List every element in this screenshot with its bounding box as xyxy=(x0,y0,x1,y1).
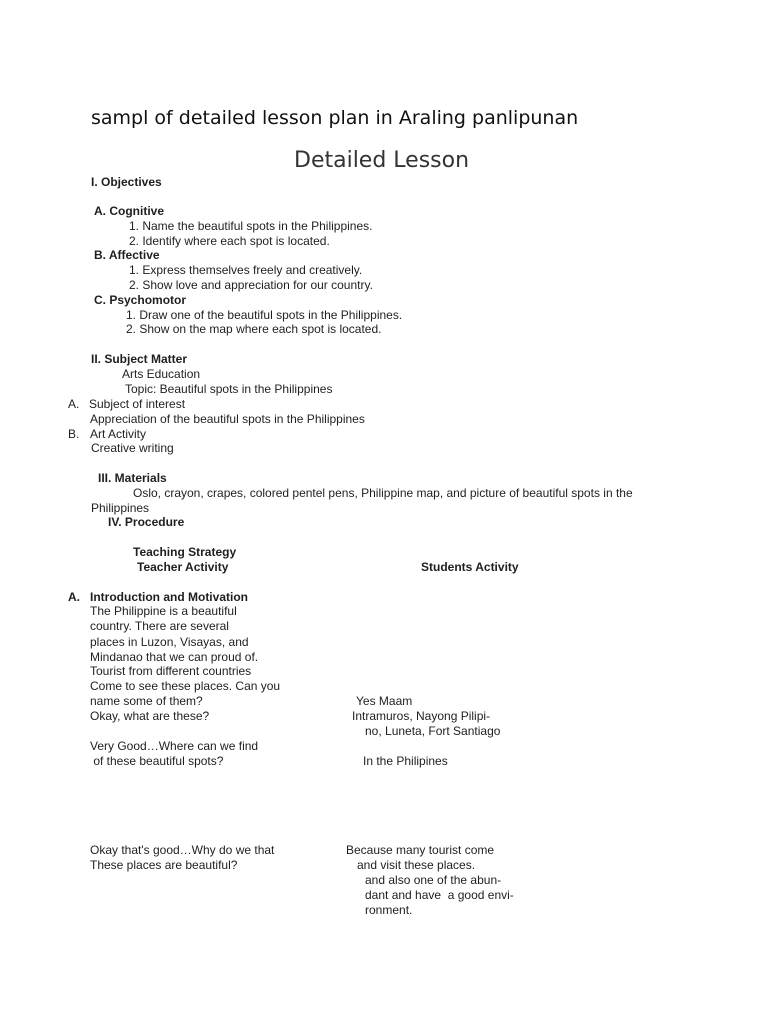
student-line: Yes Maam xyxy=(356,694,413,708)
teacher-line: name some of them? xyxy=(90,694,203,708)
materials-text: Philippines xyxy=(91,501,150,515)
objectives-heading: I. Objectives xyxy=(91,175,162,189)
student-line: and also one of the abun- xyxy=(365,873,502,887)
topic-text: Topic: Beautiful spots in the Philippines xyxy=(125,382,333,396)
psychomotor-item: 1. Draw one of the beautiful spots in the Philippines. xyxy=(126,308,403,322)
teacher-line: country. There are several xyxy=(90,619,229,633)
cognitive-item: 2. Identify where each spot is located. xyxy=(129,234,330,248)
subject-of-interest-label: Subject of interest xyxy=(89,397,186,411)
doc-title: Detailed Lesson xyxy=(294,148,470,173)
subject-text: Arts Education xyxy=(122,367,201,381)
affective-item: 2. Show love and appreciation for our country. xyxy=(129,278,373,292)
psychomotor-label: C. Psychomotor xyxy=(94,293,187,307)
teacher-line: Come to see these places. Can you xyxy=(90,679,281,693)
student-line: In the Philipines xyxy=(363,754,448,768)
student-line: Because many tourist come xyxy=(346,843,495,857)
page-heading: sampl of detailed lesson plan in Araling panlipunan xyxy=(91,107,579,129)
art-activity-value: Creative writing xyxy=(91,441,174,455)
teacher-line: Okay, what are these? xyxy=(90,709,210,723)
teacher-line: Okay that's good…Why do we that xyxy=(90,843,275,857)
teacher-line: of these beautiful spots? xyxy=(90,754,224,768)
teacher-activity-column-header: Teacher Activity xyxy=(137,560,229,574)
introduction-motivation-heading: Introduction and Motivation xyxy=(90,590,248,604)
cognitive-item: 1. Name the beautiful spots in the Philippines. xyxy=(129,219,373,233)
list-marker: A. xyxy=(68,397,80,411)
teacher-line: These places are beautiful? xyxy=(90,858,238,872)
materials-heading: III. Materials xyxy=(98,471,167,485)
subject-matter-heading: II. Subject Matter xyxy=(91,352,188,366)
student-line: no, Luneta, Fort Santiago xyxy=(365,724,501,738)
student-line: dant and have a good envi- xyxy=(365,888,514,902)
materials-text: Oslo, crayon, crapes, colored pentel pens, Philippine map, and picture of beautiful spots in the xyxy=(133,486,633,500)
affective-item: 1. Express themselves freely and creatively. xyxy=(129,263,363,277)
teaching-strategy-heading: Teaching Strategy xyxy=(133,545,237,559)
subject-of-interest-value: Appreciation of the beautiful spots in the Philippines xyxy=(90,412,365,426)
student-line: ronment. xyxy=(365,903,413,917)
teacher-line: places in Luzon, Visayas, and xyxy=(90,635,249,649)
art-activity-label: Art Activity xyxy=(90,427,147,441)
teacher-line: The Philippine is a beautiful xyxy=(90,604,237,618)
procedure-heading: IV. Procedure xyxy=(108,515,185,529)
teacher-line: Tourist from different countries xyxy=(90,664,252,678)
student-line: Intramuros, Nayong Pilipi- xyxy=(352,709,491,723)
teacher-line: Mindanao that we can proud of. xyxy=(90,650,259,664)
affective-label: B. Affective xyxy=(94,248,160,262)
teacher-line: Very Good…Where can we find xyxy=(90,739,259,753)
list-marker: B. xyxy=(68,427,80,441)
list-marker: A. xyxy=(68,590,80,604)
psychomotor-item: 2. Show on the map where each spot is located. xyxy=(126,322,382,336)
students-activity-column-header: Students Activity xyxy=(421,560,519,574)
cognitive-label: A. Cognitive xyxy=(94,204,165,218)
student-line: and visit these places. xyxy=(357,858,476,872)
